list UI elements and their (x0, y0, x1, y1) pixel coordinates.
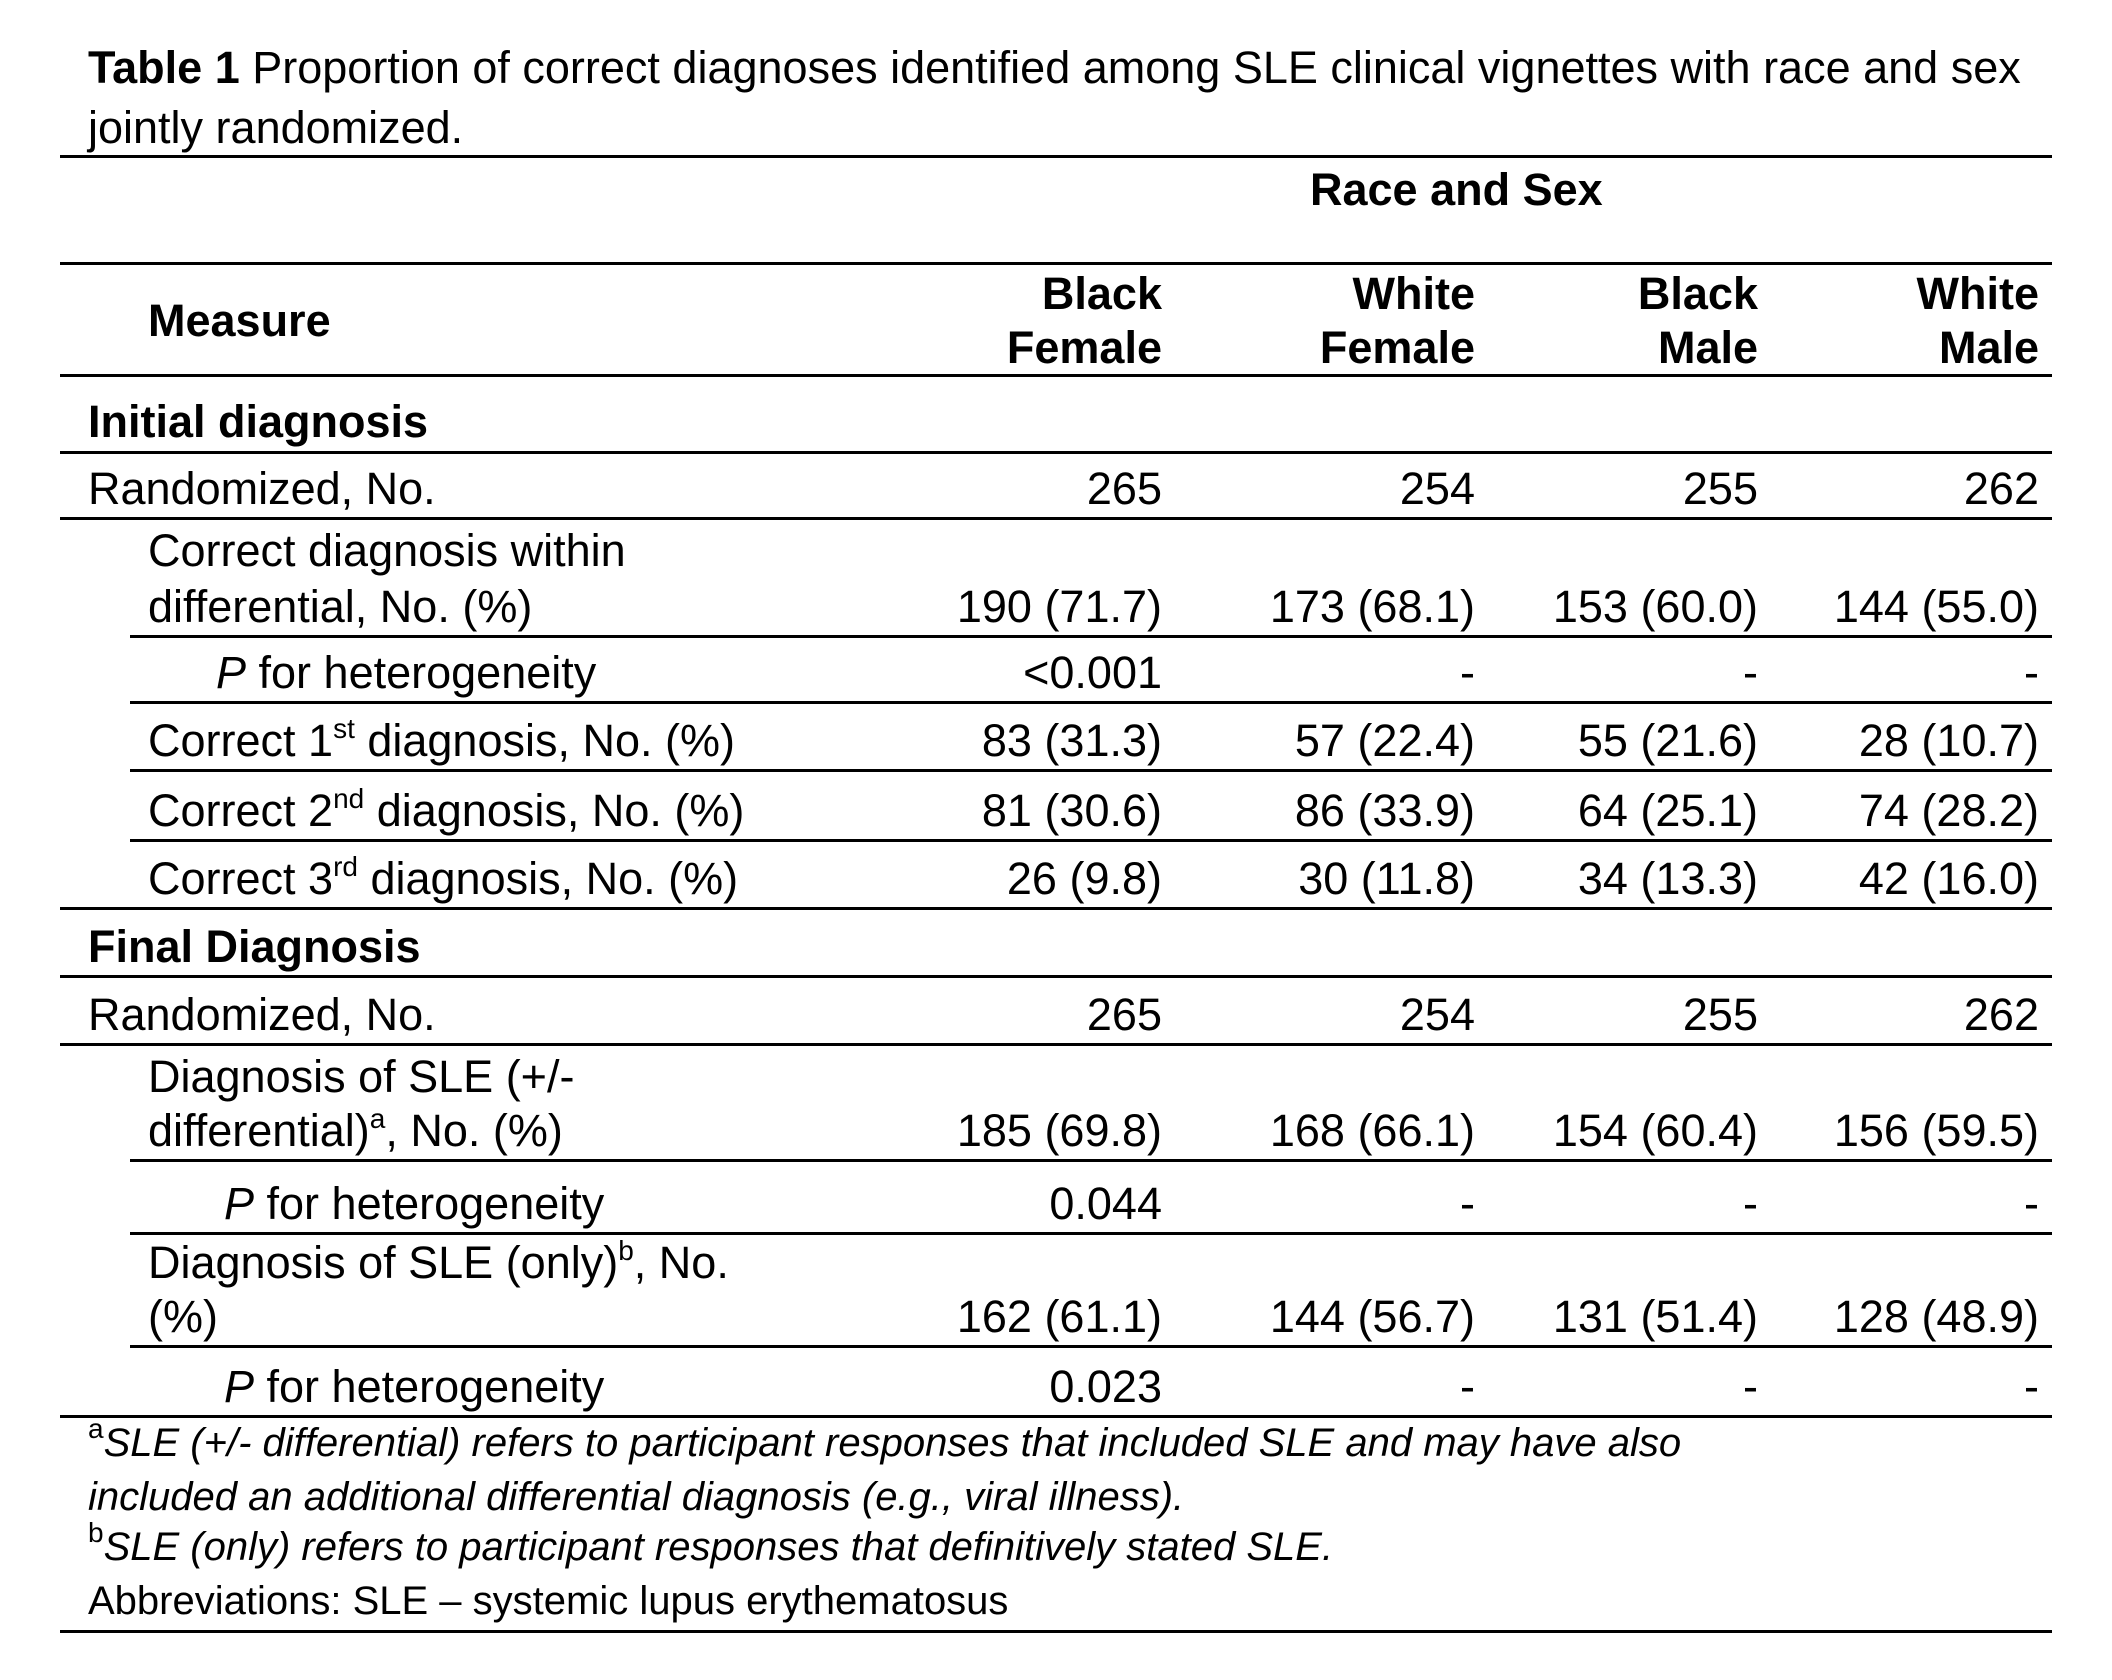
cell: 153 (60.0) (1552, 581, 1758, 632)
table-caption (88, 38, 2068, 158)
label-text: Correct 1 (148, 715, 334, 766)
col-header-white-female-2: Female (1319, 322, 1475, 373)
cell: - (1743, 647, 1758, 698)
footnote-a-line2 (88, 1472, 1184, 1522)
cell: - (1743, 1361, 1758, 1412)
rule-first (130, 769, 2052, 772)
cell: 81 (30.6) (981, 785, 1162, 836)
superscript: a (369, 1103, 386, 1134)
row-label-correct-first (148, 714, 735, 768)
label-text: Diagnosis of SLE (only) (148, 1237, 619, 1288)
cell: 262 (1963, 989, 2039, 1040)
cell: 34 (13.3) (1577, 853, 1758, 904)
cell: 156 (59.5) (1833, 1105, 2039, 1156)
cell: 57 (22.4) (1294, 715, 1475, 766)
rule-sle-only (130, 1345, 2052, 1348)
p-label: for heterogeneity (266, 1178, 605, 1229)
cell: 255 (1682, 463, 1758, 514)
row-label-p-heterogeneity-initial (216, 646, 596, 700)
footnote-a-text-2: included an additional differential diagnosis (e.g., viral illness). (88, 1475, 1185, 1519)
rule-group (60, 262, 2052, 265)
cell: 86 (33.9) (1294, 785, 1475, 836)
rule-second (130, 839, 2052, 842)
footnote-a-mark: a (88, 1413, 104, 1444)
col-header-black-male-2: Male (1657, 322, 1758, 373)
label-text: Correct 2 (148, 785, 334, 836)
rule-bottom (60, 1630, 2052, 1633)
cell: 28 (10.7) (1858, 715, 2039, 766)
col-header-black-female-2: Female (1006, 322, 1162, 373)
cell: 265 (1086, 463, 1162, 514)
cell: 255 (1682, 989, 1758, 1040)
cell: 144 (55.0) (1833, 581, 2039, 632)
cell: 131 (51.4) (1552, 1291, 1758, 1342)
cell: 0.044 (1049, 1178, 1162, 1229)
row-label-p-heterogeneity-final-1 (224, 1177, 604, 1231)
label-text: diagnosis, No. (%) (354, 715, 735, 766)
cell: 26 (9.8) (1006, 853, 1162, 904)
row-label-sle-diff-1: Diagnosis of SLE (+/- (148, 1051, 575, 1102)
footnote-b (88, 1517, 1334, 1572)
cell: 265 (1086, 989, 1162, 1040)
rule-final-randomized (60, 1043, 2052, 1046)
col-header-white-female-1: White (1352, 268, 1475, 319)
row-label-sle-only-1 (148, 1236, 729, 1290)
cell: 168 (66.1) (1269, 1105, 1475, 1156)
footnote-b-text: SLE (only) refers to participant responses that definitively stated SLE. (103, 1525, 1334, 1569)
cell: - (2024, 1178, 2039, 1229)
rule-top (60, 155, 2052, 158)
section-final-diagnosis: Final Diagnosis (88, 921, 421, 972)
p-symbol: P (224, 1361, 255, 1412)
cell: 173 (68.1) (1269, 581, 1475, 632)
cell: 144 (56.7) (1269, 1291, 1475, 1342)
col-header-black-male-1: Black (1637, 268, 1758, 319)
row-label-final-randomized: Randomized, No. (88, 989, 436, 1040)
row-label-within-1: Correct diagnosis within (148, 525, 626, 576)
label-text: diagnosis, No. (%) (357, 853, 739, 904)
cell: <0.001 (1023, 647, 1162, 698)
label-text: differential) (148, 1105, 370, 1156)
cell: - (2024, 1361, 2039, 1412)
group-header: Race and Sex (1310, 164, 1603, 215)
cell: 190 (71.7) (956, 581, 1162, 632)
rule-pval-final1 (130, 1232, 2052, 1235)
rule-pval-initial (130, 701, 2052, 704)
footnote-a-text: SLE (+/- differential) refers to participant responses that included SLE and may have also (103, 1421, 1682, 1465)
superscript: rd (333, 851, 358, 882)
superscript: b (618, 1235, 634, 1266)
cell: 83 (31.3) (981, 715, 1162, 766)
p-label: for heterogeneity (266, 1361, 605, 1412)
cell: 55 (21.6) (1577, 715, 1758, 766)
superscript: st (333, 713, 355, 744)
row-label-p-heterogeneity-final-2 (224, 1360, 604, 1414)
label-text: diagnosis, No. (%) (364, 785, 745, 836)
col-header-white-male-1: White (1916, 268, 2039, 319)
label-text: Correct 3 (148, 853, 334, 904)
row-label-within-2: differential, No. (%) (148, 581, 533, 632)
p-symbol: P (216, 647, 247, 698)
row-label-correct-third (148, 852, 738, 906)
footnote-a-line1 (88, 1413, 1682, 1468)
rule-initial-randomized (60, 517, 2052, 520)
row-label-sle-diff-2 (148, 1104, 563, 1158)
rule-sle-diff (130, 1159, 2052, 1162)
cell: - (2024, 647, 2039, 698)
label-text: , No. (%) (385, 1105, 563, 1156)
cell: 154 (60.4) (1552, 1105, 1758, 1156)
cell: 64 (25.1) (1577, 785, 1758, 836)
superscript: nd (333, 783, 365, 814)
row-label-sle-only-2: (%) (148, 1291, 218, 1342)
cell: 0.023 (1049, 1361, 1162, 1412)
rule-within (130, 635, 2052, 638)
rule-final-section (60, 975, 2052, 978)
row-label-initial-randomized: Randomized, No. (88, 463, 436, 514)
measure-header: Measure (148, 295, 331, 346)
p-symbol: P (224, 1178, 255, 1229)
table-title: Proportion of correct diagnoses identified among SLE clinical vignettes with race and sex jointly randomized. (88, 42, 2021, 153)
col-header-black-female-1: Black (1041, 268, 1162, 319)
p-label: for heterogeneity (258, 647, 597, 698)
section-initial-diagnosis: Initial diagnosis (88, 396, 429, 447)
cell: 262 (1963, 463, 2039, 514)
rule-initial-section (60, 451, 2052, 454)
table-label: Table 1 (88, 42, 240, 93)
cell: 30 (11.8) (1298, 853, 1475, 904)
col-header-white-male-2: Male (1938, 322, 2039, 373)
abbreviations: Abbreviations: SLE – systemic lupus erythematosus (88, 1579, 1009, 1623)
cell: - (1743, 1178, 1758, 1229)
cell: 185 (69.8) (956, 1105, 1162, 1156)
cell: 128 (48.9) (1833, 1291, 2039, 1342)
label-text: , No. (633, 1237, 729, 1288)
cell: 162 (61.1) (956, 1291, 1162, 1342)
cell: 254 (1399, 463, 1475, 514)
cell: - (1460, 647, 1475, 698)
footnote-b-mark: b (88, 1517, 104, 1548)
cell: - (1460, 1178, 1475, 1229)
row-label-correct-second (148, 784, 744, 838)
rule-third (60, 907, 2052, 910)
cell: - (1460, 1361, 1475, 1412)
cell: 74 (28.2) (1858, 785, 2039, 836)
cell: 42 (16.0) (1858, 853, 2039, 904)
cell: 254 (1399, 989, 1475, 1040)
